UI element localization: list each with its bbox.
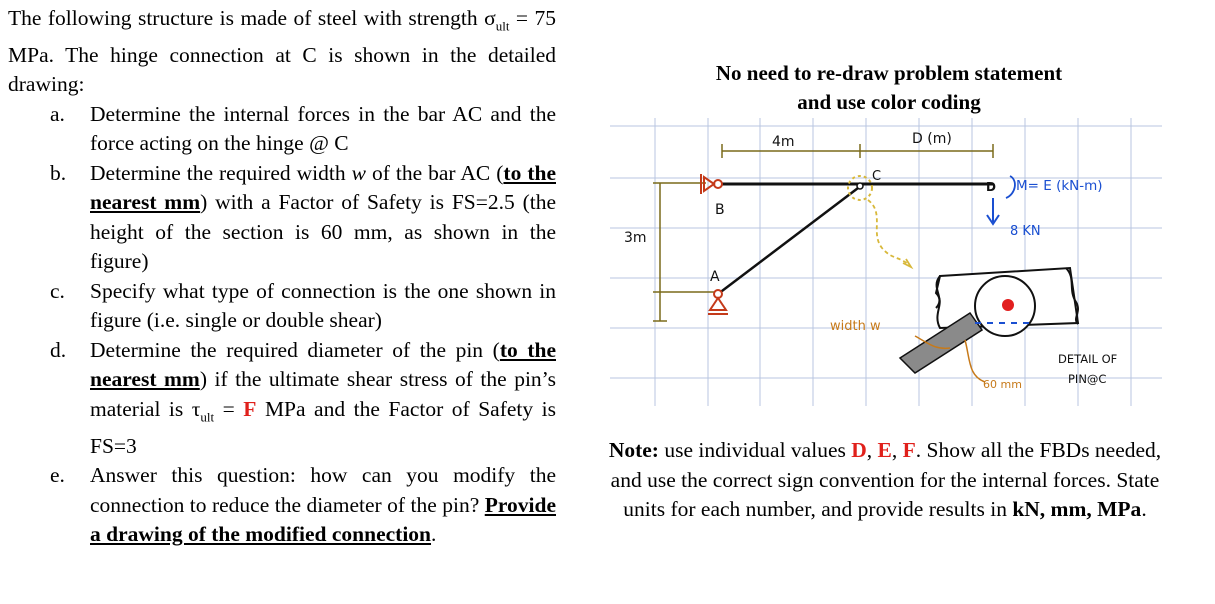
question-e: e. Answer this question: how can you modify the connection to reduce the diameter of the pin? Provide a drawing of the modified connection. [50,463,556,547]
support-A [708,290,728,314]
moment-label: M= E (kN-m) [1016,178,1103,194]
detail-leader [868,200,910,266]
detail-title-2: PIN@C [1068,372,1107,386]
top-dimension [722,144,993,158]
dim-D: D (m) [912,131,952,147]
pin-detail [900,268,1078,382]
question-list [8,100,556,550]
width-label: width w [830,319,881,334]
problem-statement [8,4,556,550]
question-d: d. Determine the required diameter of the pin (to the nearest mm) if the ultimate shear stress of the pin’s material is $\tau_{ult} = F$ MPa and the Factor of Safety is FS=3 [50,337,557,458]
height-label: 60 mm [983,378,1022,391]
right-header: No need to re-draw problem statement and use color coding [715,61,1063,114]
question-b: b. Determine the required width w of the bar AC (to the nearest mm) with a Factor of Safety is FS=2.5 (the height of the section is 60 mm, as shown in the figure) [50,160,556,274]
structure-figure [610,118,1165,410]
moment-arrow [1006,176,1015,198]
label-D: D [986,180,996,194]
detail-title-1: DETAIL OF [1058,352,1118,366]
label-C: C [872,169,882,184]
dim-4m: 4m [772,134,795,150]
dim-3m: 3m [624,230,647,246]
detail-arrow [903,259,911,267]
label-B: B [715,202,725,218]
question-c: c. Specify what type of connection is the one shown in figure (i.e. single or double shear) [50,278,556,333]
left-dimension [653,183,720,321]
support-B [701,174,722,194]
hinge-C-pin [857,183,863,189]
note-paragraph: Note: use individual values D, E, F. Show all the FBDs needed, and use the correct sign convention for the internal forces. State units for each number, and provide results in kN, mm, MPa. [608,438,1162,521]
intro-paragraph: The following structure is made of steel with strength $\sigma_{ult} = 75$ MPa. The hinge connection at C is shown in the detailed drawing: [8,6,556,97]
force-label: 8 KN [1010,224,1041,239]
label-A: A [710,269,720,285]
question-a: a. Determine the internal forces in the bar AC and the force acting on the hinge @ C [50,101,556,156]
